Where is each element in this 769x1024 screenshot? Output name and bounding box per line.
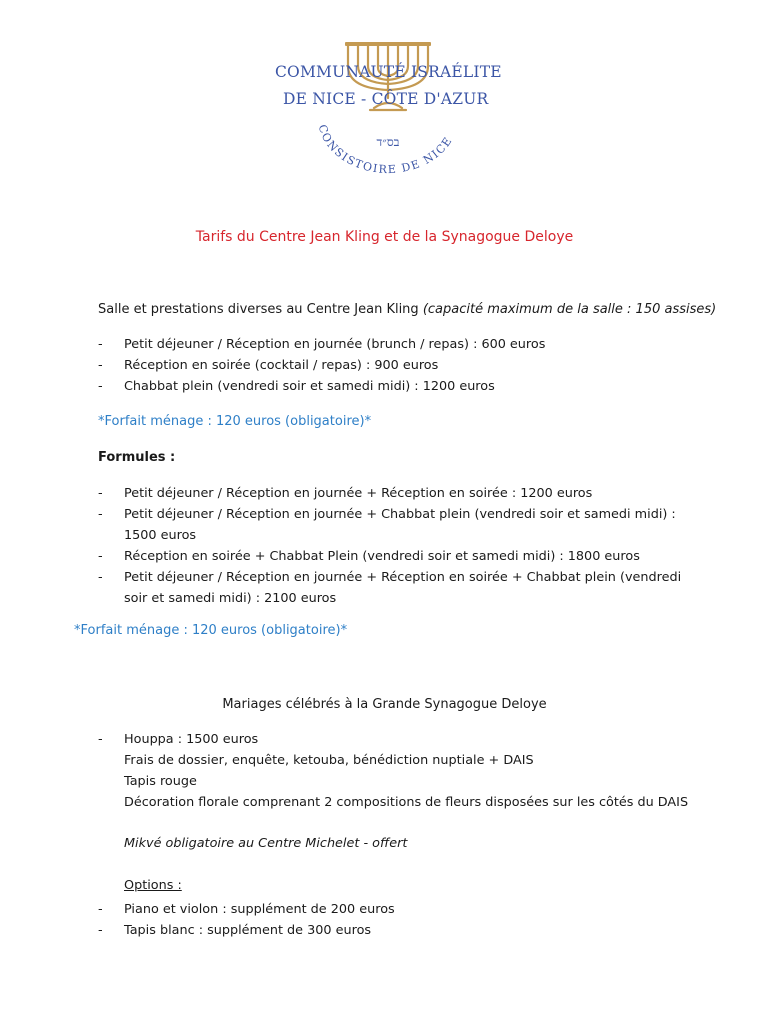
- bullet-dash: -: [98, 549, 103, 564]
- price-list-formules: [98, 483, 702, 609]
- list-item: [98, 483, 702, 504]
- options-list: [98, 899, 718, 941]
- list-item-text: Petit déjeuner / Réception en journée + Réception en soirée + Chabbat plein (vendredi soir et samedi midi) : 2100 euros: [124, 570, 682, 606]
- menorah-emblem-icon: [268, 38, 508, 198]
- bullet-dash: -: [98, 507, 103, 522]
- page-title: Tarifs du Centre Jean Kling et de la Synagogue Deloye: [195, 229, 574, 245]
- arc-text: CONSISTOIRE DE NICE: [315, 122, 456, 177]
- sub-item: [98, 771, 718, 792]
- list-item-text: Chabbat plein (vendredi soir et samedi midi) : 1200 euros: [124, 379, 495, 394]
- forfait-menage-note: *Forfait ménage : 120 euros (obligatoire)*: [98, 414, 372, 429]
- houppa-price: Houppa : 1500 euros: [124, 732, 259, 747]
- list-item-text: Réception en soirée + Chabbat Plein (vendredi soir et samedi midi) : 1800 euros: [124, 549, 640, 564]
- option-text: Piano et violon : supplément de 200 euros: [124, 902, 395, 917]
- list-item: [98, 567, 702, 609]
- bullet-dash: -: [98, 379, 103, 394]
- list-item-text: Petit déjeuner / Réception en journée (brunch / repas) : 600 euros: [124, 337, 546, 352]
- options-heading: Options :: [124, 878, 182, 893]
- list-item: [98, 355, 718, 376]
- bullet-dash: -: [98, 358, 103, 373]
- bullet-dash: -: [98, 337, 103, 352]
- bullet-dash: -: [98, 732, 103, 747]
- sub-item-text: Tapis rouge: [124, 774, 197, 789]
- letterhead-line-2: DE NICE - CÔTE D'AZUR: [283, 90, 489, 108]
- list-item: [98, 546, 702, 567]
- mariages-heading: Mariages célébrés à la Grande Synagogue Deloye: [222, 697, 547, 712]
- bullet-dash: -: [98, 902, 103, 917]
- sub-item-text: Décoration florale comprenant 2 compositions de fleurs disposées sur les côtés du DAIS: [124, 795, 689, 810]
- consistoire-logo: [268, 38, 508, 198]
- list-item: [98, 334, 718, 355]
- capacity-note: (capacité maximum de la salle : 150 assises): [422, 302, 717, 317]
- list-item: [98, 504, 702, 546]
- list-item-text: Petit déjeuner / Réception en journée + Réception en soirée : 1200 euros: [124, 486, 593, 501]
- section-heading-text: Salle et prestations diverses au Centre Jean Kling: [98, 302, 419, 317]
- price-list-salle: [98, 334, 718, 397]
- svg-text:CONSISTOIRE DE NICE: [316, 123, 456, 176]
- option-text: Tapis blanc : supplément de 300 euros: [124, 923, 372, 938]
- mikve-note: Mikvé obligatoire au Centre Michelet - offert: [124, 836, 408, 851]
- sub-item: [98, 750, 718, 771]
- sub-item: [98, 792, 718, 813]
- list-item-text: Petit déjeuner / Réception en journée + Chabbat plein (vendredi soir et samedi midi) : 1500 euros: [124, 507, 676, 543]
- list-item-text: Réception en soirée (cocktail / repas) : 900 euros: [124, 358, 439, 373]
- list-item: [98, 376, 718, 397]
- hebrew-mark: בס״ד: [376, 135, 400, 149]
- formules-heading: Formules :: [98, 450, 176, 465]
- letterhead-line-1: COMMUNAUTÉ ISRAÉLITE: [275, 63, 502, 81]
- sub-item-text: Frais de dossier, enquête, ketouba, bénédiction nuptiale + DAIS: [124, 753, 534, 768]
- list-item: [98, 920, 718, 941]
- bullet-dash: -: [98, 923, 103, 938]
- mariage-details: [98, 729, 718, 813]
- list-item: [98, 729, 718, 750]
- list-item: [98, 899, 718, 920]
- bullet-dash: -: [98, 486, 103, 501]
- bullet-dash: -: [98, 570, 103, 585]
- forfait-menage-note-2: *Forfait ménage : 120 euros (obligatoire)*: [74, 623, 348, 638]
- section-heading-centre-jean-kling: [98, 302, 716, 317]
